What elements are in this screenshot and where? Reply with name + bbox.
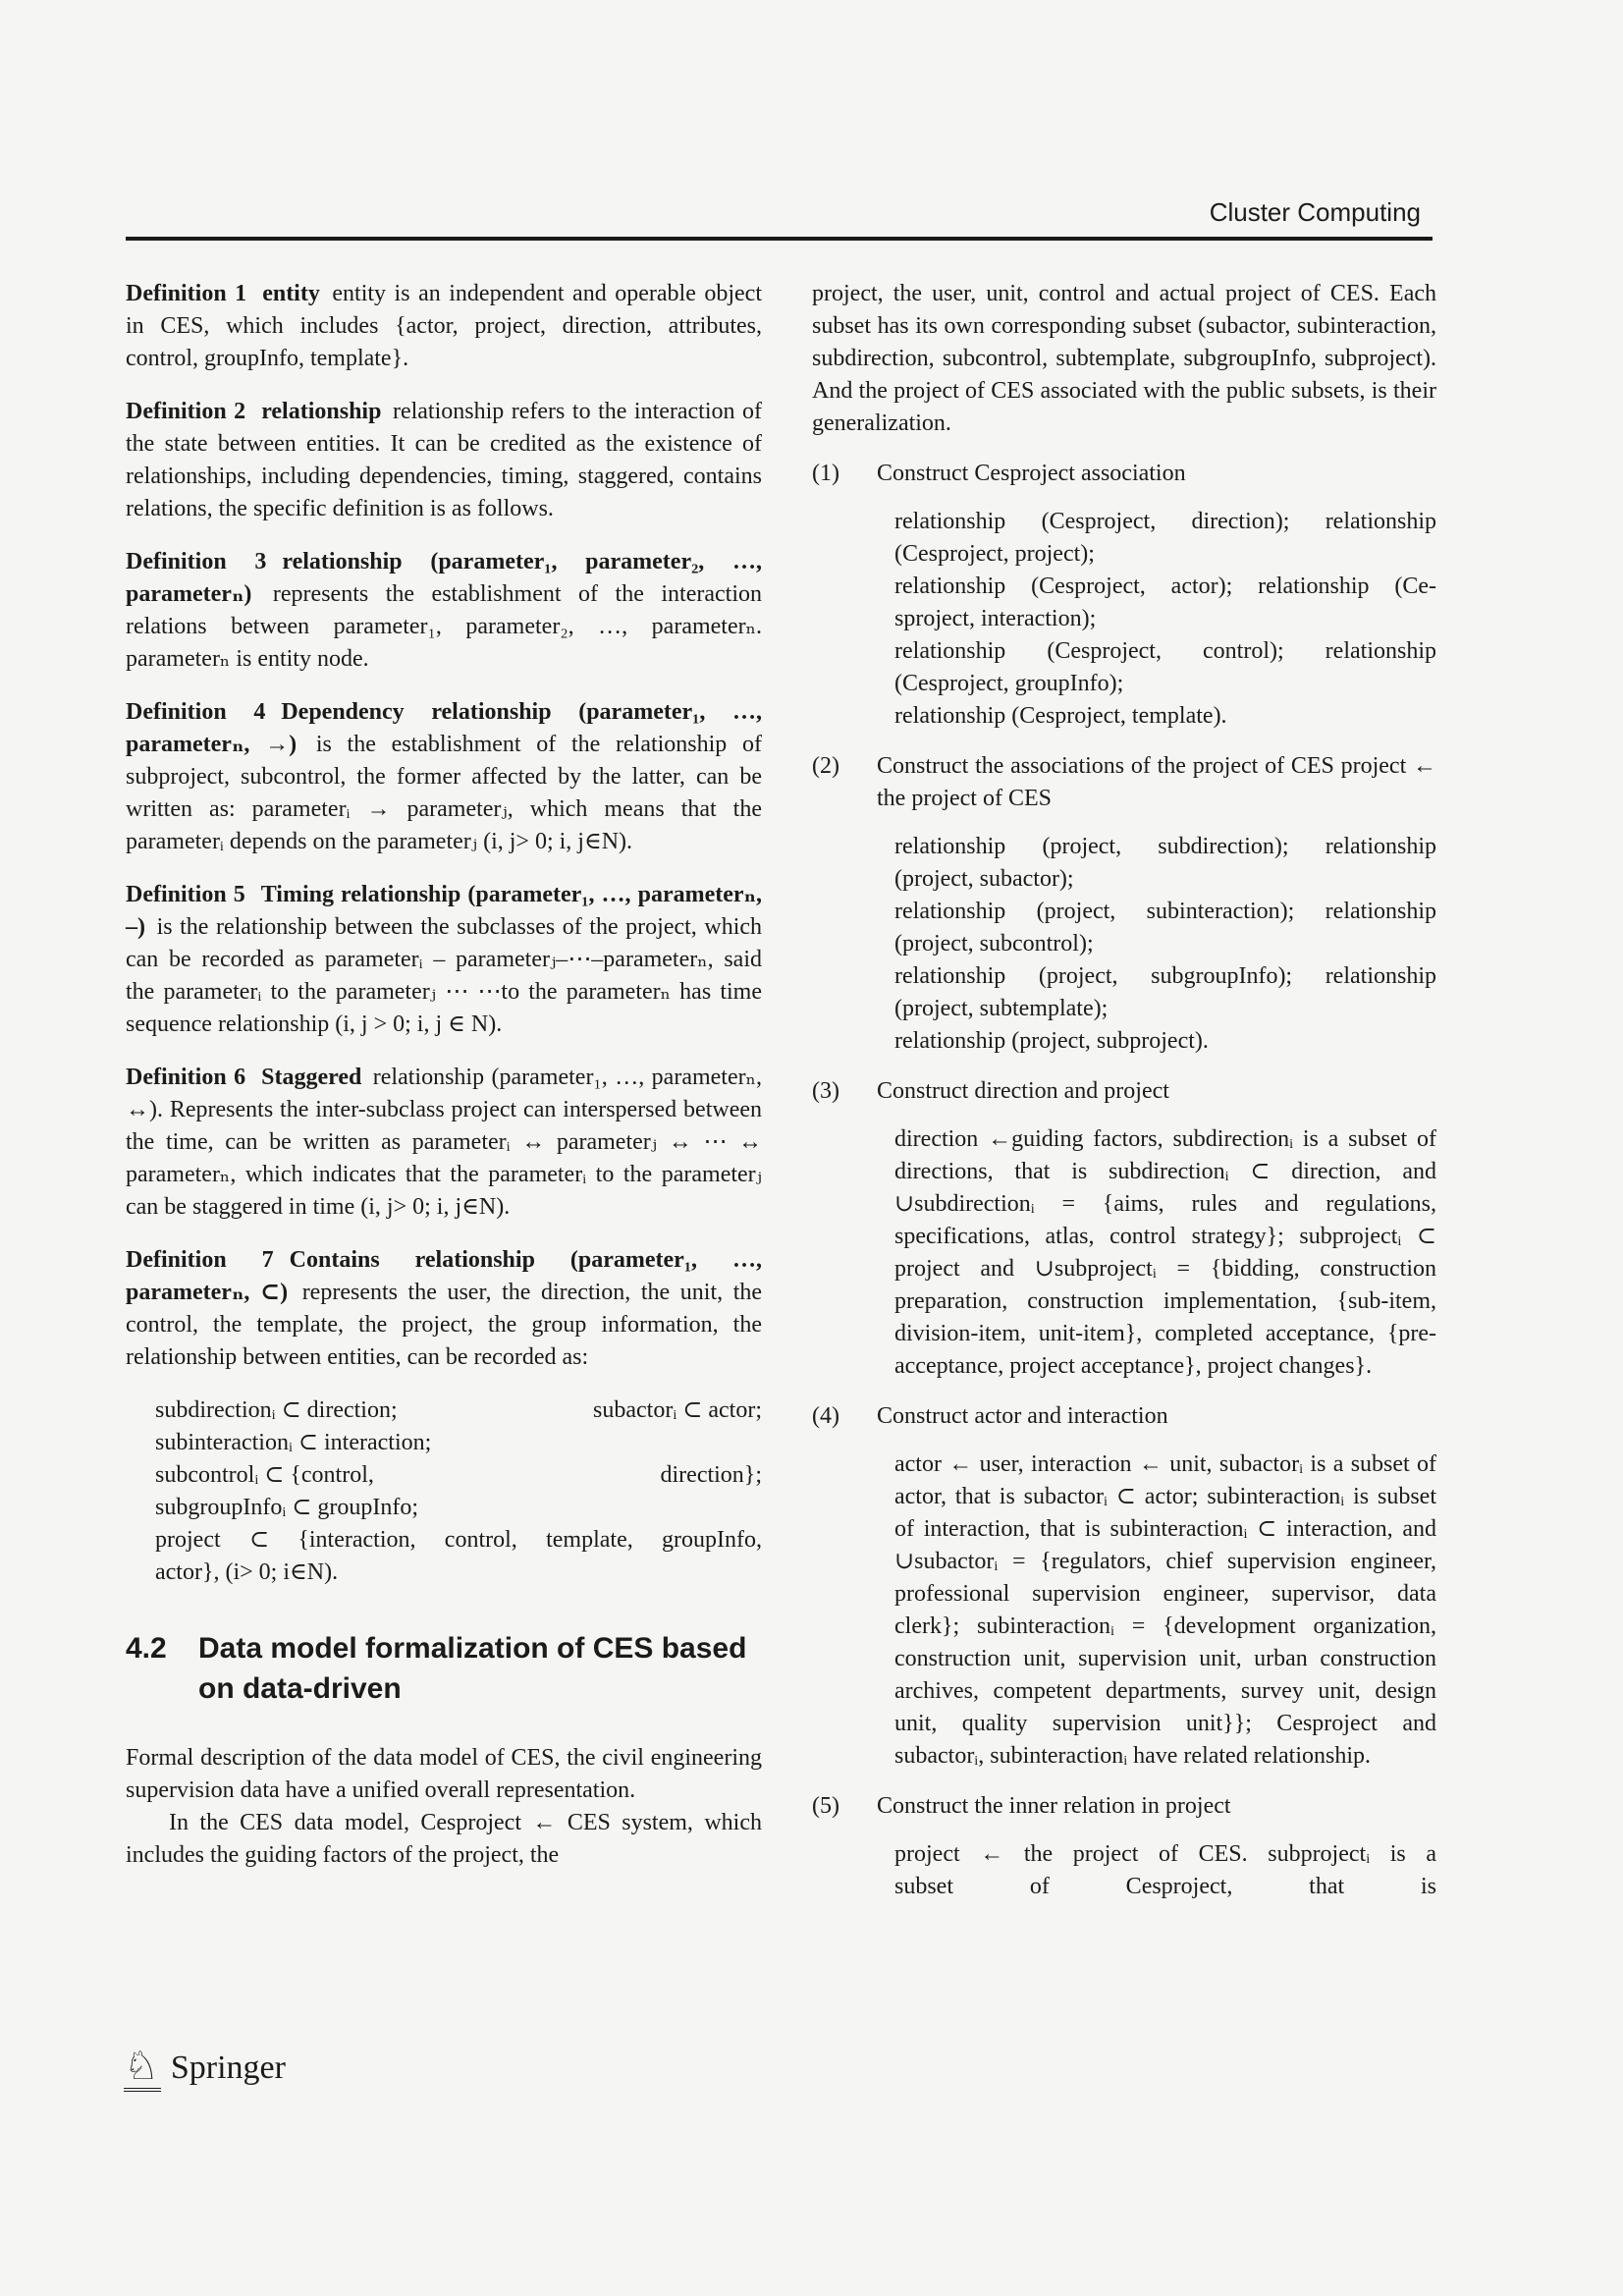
definition-term: Timing relationship (parameter₁, …, parameterₙ, –) xyxy=(126,882,762,940)
relationship-block-1 xyxy=(894,506,1436,733)
section-title-line1: Data model formalization of CES based xyxy=(198,1632,747,1665)
code-line: relationship (project, subgroupInfo); relationship xyxy=(894,963,1436,989)
item-title: Construct the inner relation in project xyxy=(877,1793,1231,1819)
definition-body: represents the user, the direction, the unit, the control, the template, the project, the group information, the relationship between entities, can be recorded as: xyxy=(126,1280,763,1370)
item-title: Construct Cesproject association xyxy=(877,461,1186,486)
body-paragraph: In the CES data model, Cesproject ← CES system, which includes the guiding factors of the project, the xyxy=(126,1810,762,1868)
item-title: Construct direction and project xyxy=(877,1078,1169,1104)
list-item-heading-2 xyxy=(812,750,1436,815)
definition-body: is the relationship between the subclasses of the project, which can be recorded as parameterᵢ – parameterⱼ–⋯–parameterₙ, said the parameterᵢ to the parameterⱼ ⋯ ⋯to the parameterₙ has time sequence relationship (i, j > 0; i, j ∈ N). xyxy=(126,914,763,1037)
code-line: sproject, interaction); xyxy=(894,606,1097,631)
publisher-name: Springer xyxy=(170,2050,286,2086)
code-line: relationship (project, subinteraction); relationship xyxy=(894,899,1436,924)
code-line: relationship (project, subdirection); relationship xyxy=(894,834,1436,859)
item-title: Construct the associations of the project of CES project ← the project of CES xyxy=(877,753,1436,811)
springer-logo-icon: ♘ xyxy=(124,2045,161,2092)
list-item-heading-1 xyxy=(812,458,1436,490)
item-number: (2) xyxy=(812,753,839,779)
definition-4-paragraph xyxy=(126,696,762,858)
definition-label: Definition 2 xyxy=(126,399,246,424)
definition-label: Definition 6 xyxy=(126,1065,246,1090)
section-number: 4.2 xyxy=(126,1632,167,1665)
relation-line xyxy=(155,1394,762,1427)
definition-term: entity xyxy=(262,281,320,306)
definition-body: is the establishment of the relationship of subproject, subcontrol, the former affected by the latter, can be written as: parameterᵢ → parameterⱼ, which means that the parameterᵢ depends on the parameterⱼ (i, j> 0; i, j∈N). xyxy=(126,732,763,854)
code-line: (Cesproject, groupInfo); xyxy=(894,671,1124,696)
relation-line xyxy=(155,1459,762,1492)
definition-label: Definition 5 xyxy=(126,882,245,907)
definition-2-paragraph xyxy=(126,396,762,525)
relation-line: subinteractionᵢ ⊂ interaction; xyxy=(155,1430,432,1455)
definition-label: Definition 1 xyxy=(126,281,247,306)
section-title-line2: on data-driven xyxy=(198,1672,402,1705)
section-heading xyxy=(126,1628,762,1709)
definition-body: entity is an independent and operable object in CES, which includes {actor, project, direction, attributes, control, groupInfo, template}. xyxy=(126,281,762,371)
code-line: (Cesproject, project); xyxy=(894,541,1095,567)
header-rule xyxy=(126,237,1433,241)
definition-term: Dependency relationship (parameter₁, …, parameterₙ, →) xyxy=(126,699,762,757)
item-number: (5) xyxy=(812,1793,839,1819)
relation-right: direction}; xyxy=(660,1462,762,1488)
left-column xyxy=(126,278,762,1872)
journal-running-head xyxy=(126,197,1431,228)
code-line: relationship (Cesproject, template). xyxy=(894,703,1227,729)
item-title: Construct actor and interaction xyxy=(877,1403,1168,1429)
definition-6-paragraph xyxy=(126,1062,762,1224)
definition-label: Definition 7 xyxy=(126,1247,274,1273)
relation-left: subdirectionᵢ ⊂ direction; xyxy=(155,1397,398,1423)
contains-relations-list xyxy=(155,1394,762,1589)
code-line: (project, subtemplate); xyxy=(894,996,1109,1021)
construction-block-3: direction ←guiding factors, subdirectionᵢ is a subset of directions, that is subdirectionᵢ ⊂ direction, and ∪subdirectionᵢ = {aims, rules and regulations, specifications, atlas, control strategy}; subprojectᵢ ⊂ project and ∪subprojectᵢ = {bidding, construction preparation, construction implementation, {sub-item, division-item, unit-item}, completed acceptance, {pre-acceptance, project acceptance}, project changes}. xyxy=(894,1126,1436,1379)
code-line: subset of Cesproject, that is xyxy=(894,1874,1436,1899)
list-item-heading-3 xyxy=(812,1075,1436,1108)
definition-term: relationship xyxy=(261,399,382,424)
relation-right: subactorᵢ ⊂ actor; xyxy=(593,1397,762,1423)
definition-label: Definition 3 xyxy=(126,549,267,574)
body-paragraph: Formal description of the data model of CES, the civil engineering supervision data have a unified overall representation. xyxy=(126,1745,762,1803)
relation-line: project ⊂ {interaction, control, template, groupInfo, xyxy=(155,1527,762,1553)
code-line: relationship (Cesproject, direction); relationship xyxy=(894,509,1436,534)
item-number: (4) xyxy=(812,1403,839,1429)
item-number: (3) xyxy=(812,1078,839,1104)
code-line: relationship (project, subproject). xyxy=(894,1028,1209,1054)
journal-name: Cluster Computing xyxy=(1209,197,1421,227)
code-line: relationship (Cesproject, actor); relationship (Ce- xyxy=(894,574,1436,599)
list-item-heading-4 xyxy=(812,1400,1436,1433)
intro-paragraph: project, the user, unit, control and actual project of CES. Each subset has its own corresponding subset (subactor, subinteraction, subdirection, subcontrol, subtemplate, subgroupInfo, subproject). And the project of CES associated with the public subsets, is their generalization. xyxy=(812,281,1436,436)
relation-line: actor}, (i> 0; i∈N). xyxy=(155,1559,339,1585)
relation-left: subcontrolᵢ ⊂ {control, xyxy=(155,1462,374,1488)
definition-label: Definition 4 xyxy=(126,699,266,725)
code-line: relationship (Cesproject, control); relationship xyxy=(894,638,1436,664)
definition-body: relationship refers to the interaction of the state between entities. It can be credited as the existence of relationships, including dependencies, timing, staggered, contains relations, the specific definition is as follows. xyxy=(126,399,763,521)
code-line: (project, subcontrol); xyxy=(894,931,1094,957)
definition-3-paragraph xyxy=(126,546,762,676)
definition-term: relationship (parameter₁, parameter₂, …, parameterₙ) xyxy=(126,549,762,607)
construction-block-5 xyxy=(894,1838,1436,1903)
relationship-block-2 xyxy=(894,831,1436,1058)
item-number: (1) xyxy=(812,461,839,486)
definition-5-paragraph xyxy=(126,879,762,1041)
definition-1-paragraph xyxy=(126,278,762,375)
definition-body: relationship (parameter₁, …, parameterₙ, ↔). Represents the inter-subclass project can interspersed between the time, can be written as parameterᵢ ↔ parameterⱼ ↔ ⋯ ↔ parameterₙ, which indicates that the parameterᵢ to the parameterⱼ can be staggered in time (i, j> 0; i, j∈N). xyxy=(126,1065,762,1220)
right-column xyxy=(812,278,1436,1909)
relation-line: subgroupInfoᵢ ⊂ groupInfo; xyxy=(155,1495,418,1520)
definition-body: represents the establishment of the interaction relations between parameter₁, parameter₂, …, parameterₙ. parameterₙ is entity node. xyxy=(126,581,762,672)
definition-term: Contains relationship (parameter₁, …, parameterₙ, ⊂) xyxy=(126,1247,763,1305)
definition-7-paragraph xyxy=(126,1244,762,1374)
construction-block-4: actor ← user, interaction ← unit, subactorᵢ is a subset of actor, that is subactorᵢ ⊂ actor; subinteractionᵢ is subset of interaction, that is subinteractionᵢ ⊂ interaction, and ∪subactorᵢ = {regulators, chief supervision engineer, professional supervision engineer, supervisor, data clerk}; subinteractionᵢ = {development organization, construction unit, supervision unit, urban construction archives, competent departments, survey unit, design unit, quality supervision unit}}; Cesproject and subactorᵢ, subinteractionᵢ have related relationship. xyxy=(894,1451,1436,1769)
section-title xyxy=(198,1628,746,1709)
springer-footer xyxy=(124,2045,286,2092)
list-item-heading-5 xyxy=(812,1790,1436,1823)
code-line: (project, subactor); xyxy=(894,866,1074,892)
code-line: project ← the project of CES. subprojectᵢ is a xyxy=(894,1841,1436,1867)
definition-term: Staggered xyxy=(261,1065,362,1090)
